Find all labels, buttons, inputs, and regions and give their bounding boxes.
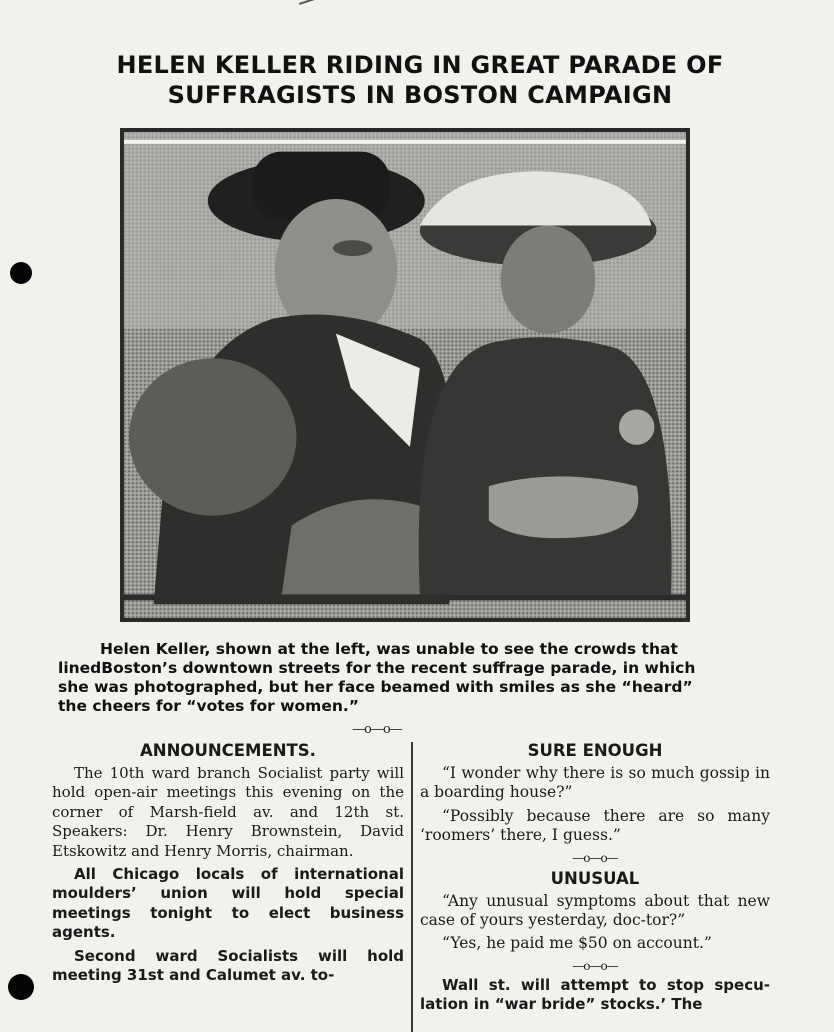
small-divider-2: —o—o— xyxy=(572,958,618,973)
sure-enough-question: “I wonder why there is so much gossip in a boarding house?” xyxy=(420,764,770,802)
announcements-column xyxy=(52,740,404,989)
headline xyxy=(40,50,800,110)
paper-mark xyxy=(299,0,319,13)
unusual-question: “Any unusual symptoms about that new case of yours yesterday, doc-tor?” xyxy=(420,891,770,930)
headline-line-2: SUFFRAGISTS IN BOSTON CAMPAIGN xyxy=(167,81,673,109)
unusual-answer: “Yes, he paid me $50 on account.” xyxy=(442,934,712,953)
photo-image xyxy=(124,132,686,618)
photograph xyxy=(120,128,690,622)
jokes-column xyxy=(420,740,770,1019)
caption-line-4: the cheers for “votes for women.” xyxy=(58,697,359,715)
small-divider-1: —o—o— xyxy=(572,850,618,865)
caption-line-1: Helen Keller, shown at the left, was unable to see the crowds that xyxy=(100,640,678,658)
section-divider: —o—o— xyxy=(352,722,402,737)
sure-enough-heading: SURE ENOUGH xyxy=(527,741,663,760)
announcement-socialist-10th-ward xyxy=(52,764,404,861)
caption-line-3: she was photographed, but her face beamed with smiles as she “heard” xyxy=(58,678,693,696)
headline-line-1: HELEN KELLER RIDING IN GREAT PARADE OF xyxy=(116,51,724,79)
punch-hole-upper xyxy=(10,262,32,284)
sure-enough-answer: “Possibly because there are so many ‘roomers’ there, I guess.” xyxy=(420,806,770,845)
announcement-text-1: The 10th ward branch Socialist party will hold open-air meetings this evening on the corner of Marsh-field av. and 12th st. Speakers: Dr. Henry Brownstein, David Etskowitz and Henry Morris, chairman. xyxy=(52,764,404,860)
unusual-heading: UNUSUAL xyxy=(550,868,640,888)
wall-st-item: Wall st. will attempt to stop specu-lation in “war bride” stocks.’ The xyxy=(420,975,770,1014)
caption-line-2: linedBoston’s downtown streets for the recent suffrage parade, in which xyxy=(58,659,696,677)
photo-caption xyxy=(58,640,770,716)
announcements-heading: ANNOUNCEMENTS. xyxy=(140,741,316,760)
announcement-second-ward: Second ward Socialists will hold meeting 31st and Calumet av. to- xyxy=(52,946,404,985)
punch-hole-lower xyxy=(8,974,34,1000)
column-rule xyxy=(411,742,413,1032)
announcement-moulders-union: All Chicago locals of international moulders’ union will hold special meetings tonight to elect business agents. xyxy=(52,865,404,942)
